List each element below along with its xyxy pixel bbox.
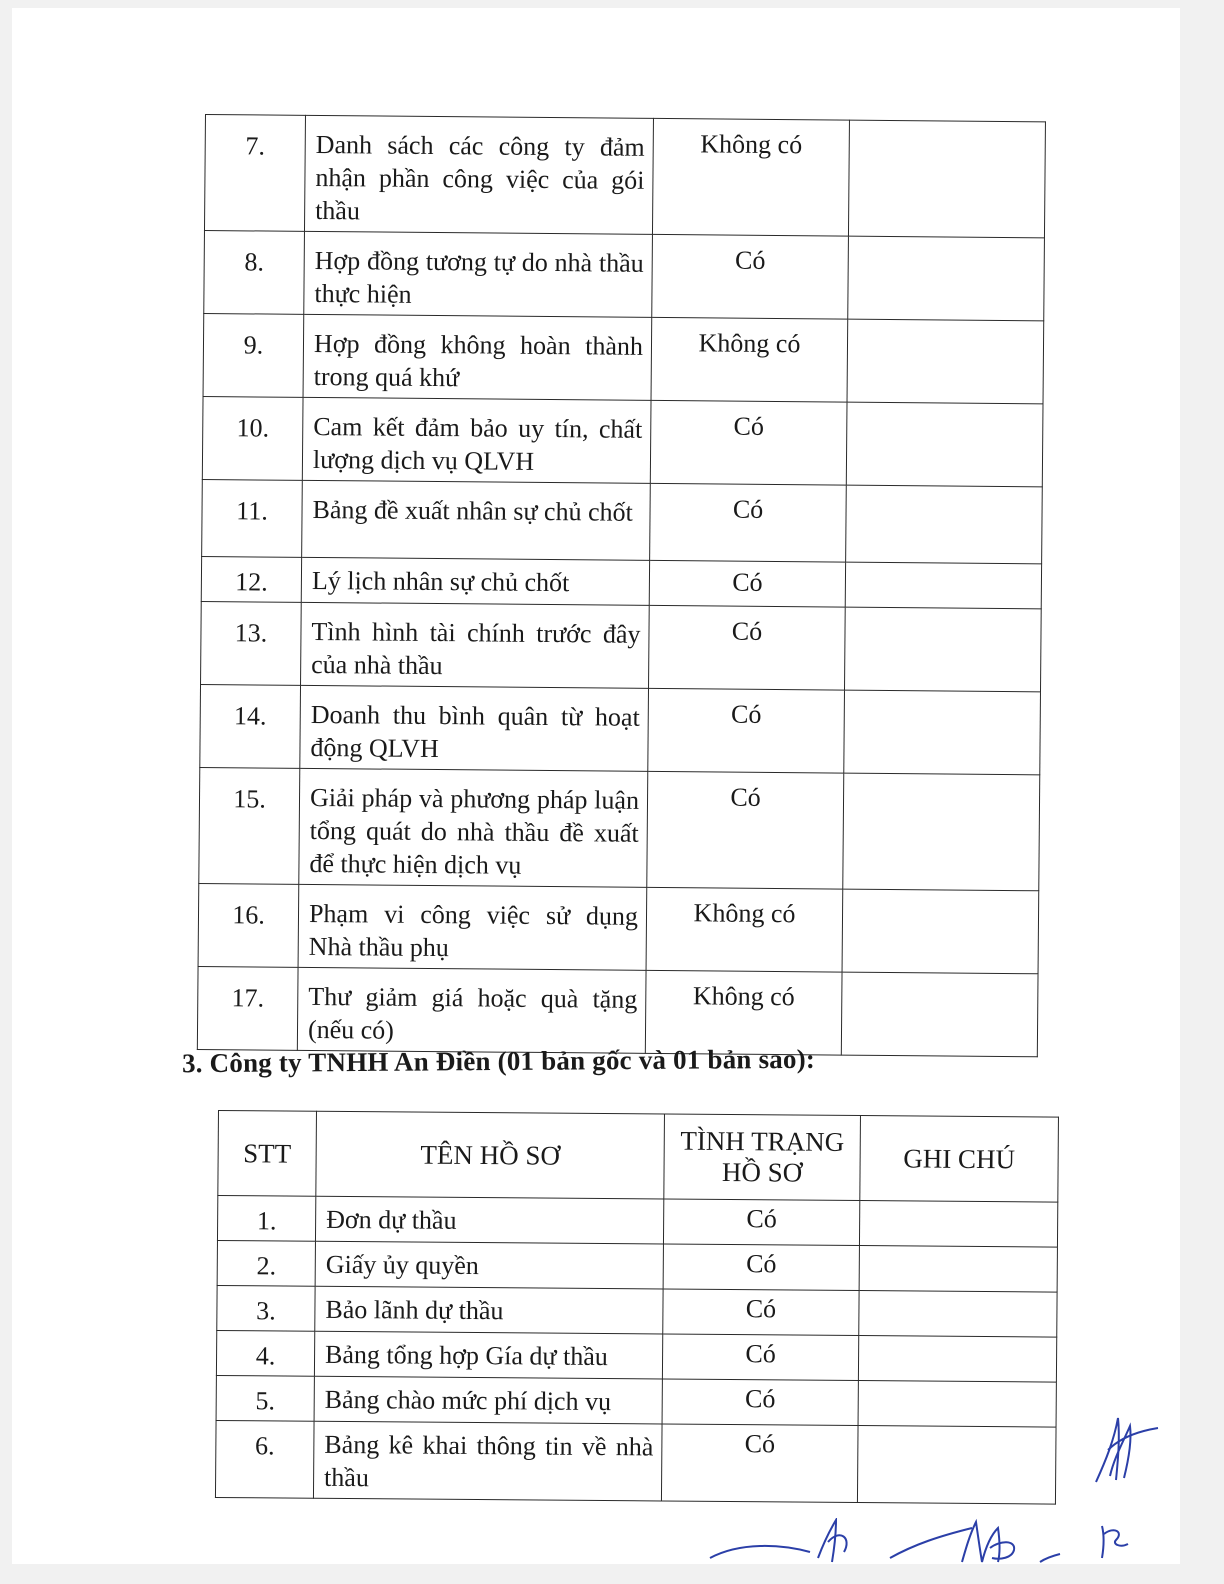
- document-name: Bảng kê khai thông tin về nhà thầu: [313, 1421, 662, 1501]
- row-number: 1.: [217, 1196, 315, 1242]
- bid-documents-table-continued: [197, 114, 1046, 1057]
- bottom-initials-signatures: [700, 1518, 1170, 1564]
- document-name: Phạm vi công việc sử dụng Nhà thầu phụ: [298, 884, 647, 970]
- document-note: [847, 319, 1044, 404]
- row-number: 9.: [203, 313, 304, 397]
- document-name: Doanh thu bình quân từ hoạt động QLVH: [300, 685, 649, 771]
- table-row: [217, 1285, 1057, 1337]
- row-number: 16.: [198, 883, 299, 967]
- section-3-heading: 3. Công ty TNHH An Điền (01 bản gốc và 01 bản sao):: [181, 1043, 816, 1079]
- document-status: Không có: [652, 118, 849, 236]
- row-number: 5.: [216, 1375, 314, 1421]
- table-row: [199, 767, 1040, 890]
- row-number: 3.: [217, 1285, 315, 1331]
- table-row: [202, 479, 1043, 563]
- table-row: [216, 1330, 1056, 1382]
- document-status: Có: [663, 1244, 859, 1291]
- document-name: Lý lịch nhân sự chủ chốt: [301, 557, 649, 605]
- document-note: [857, 1426, 1056, 1505]
- document-status: Có: [662, 1334, 858, 1381]
- row-number: 13.: [201, 601, 302, 685]
- document-name: Tình hình tài chính trước đây của nhà thầu: [301, 602, 650, 688]
- document-status: Có: [648, 688, 845, 773]
- table-row: [201, 601, 1042, 691]
- table-row: [204, 115, 1045, 238]
- document-note: [846, 402, 1043, 487]
- document-name: Bảng tổng hợp Gía dự thầu: [314, 1331, 662, 1379]
- document-name: Bảng đề xuất nhân sự chủ chốt: [302, 480, 651, 560]
- document-status: Có: [647, 771, 844, 889]
- document-status: Có: [662, 1379, 858, 1426]
- document-status: Có: [649, 560, 845, 607]
- document-name: Bảo lãnh dự thầu: [315, 1286, 663, 1334]
- table-row: [198, 883, 1039, 973]
- document-note: [858, 1381, 1056, 1428]
- document-name: Danh sách các công ty đảm nhận phần công việc của gói thầu: [304, 115, 653, 234]
- row-number: 11.: [202, 479, 303, 557]
- an-dien-bid-documents-table: [215, 1110, 1059, 1505]
- document-note: [848, 236, 1045, 321]
- table-header-row: [218, 1111, 1059, 1203]
- initials-signature-right: [1088, 1410, 1168, 1490]
- document-note: [842, 889, 1039, 974]
- table-row: [197, 966, 1038, 1056]
- table-row: [217, 1196, 1057, 1248]
- table-row: [216, 1375, 1056, 1427]
- document-note: [859, 1246, 1057, 1293]
- document-status: Có: [652, 234, 849, 319]
- document-status: Có: [649, 605, 846, 690]
- header-document-name: TÊN HỒ SƠ: [316, 1111, 665, 1199]
- document-note: [859, 1291, 1057, 1338]
- document-status: Có: [661, 1424, 858, 1503]
- table-row: [202, 396, 1043, 486]
- table-row: [217, 1240, 1057, 1292]
- document-note: [843, 773, 1040, 891]
- document-name: Bảng chào mức phí dịch vụ: [314, 1376, 662, 1424]
- document-status: Không có: [646, 887, 843, 972]
- row-number: 12.: [201, 556, 301, 602]
- document-status: Có: [650, 400, 847, 485]
- row-number: 15.: [199, 767, 300, 884]
- document-name: Cam kết đảm bảo uy tín, chất lượng dịch vụ QLVH: [302, 397, 651, 483]
- row-number: 4.: [216, 1330, 314, 1376]
- row-number: 17.: [197, 966, 298, 1050]
- table-row: [200, 684, 1041, 774]
- document-status: Có: [650, 483, 847, 562]
- document-status: Không có: [651, 317, 848, 402]
- document-note: [846, 485, 1043, 564]
- table-row: [215, 1420, 1056, 1504]
- document-status: Không có: [645, 970, 842, 1055]
- header-stt: STT: [218, 1111, 317, 1197]
- row-number: 8.: [204, 230, 305, 314]
- document-status: Có: [663, 1289, 859, 1336]
- table-row: [204, 230, 1045, 320]
- document-name: Giấy ủy quyền: [315, 1241, 663, 1289]
- header-document-status: TÌNH TRẠNG HỒ SƠ: [664, 1114, 861, 1201]
- row-number: 14.: [200, 684, 301, 768]
- document-name: Hợp đồng không hoàn thành trong quá khứ: [303, 314, 652, 400]
- document-name: Giải pháp và phương pháp luận tổng quát do nhà thầu đề xuất để thực hiện dịch vụ: [299, 768, 648, 887]
- document-status: Có: [663, 1199, 859, 1246]
- row-number: 7.: [204, 115, 305, 232]
- document-note: [841, 972, 1038, 1057]
- document-note: [858, 1336, 1056, 1383]
- document-name: Đơn dự thầu: [315, 1196, 663, 1244]
- document-note: [848, 120, 1045, 238]
- table-row: [201, 556, 1041, 608]
- document-note: [859, 1201, 1057, 1248]
- document-name: Hợp đồng tương tự do nhà thầu thực hiện: [304, 231, 653, 317]
- document-note: [845, 562, 1041, 609]
- header-note: GHI CHÚ: [860, 1116, 1059, 1203]
- row-number: 6.: [215, 1420, 314, 1498]
- table-row: [203, 313, 1044, 403]
- row-number: 10.: [202, 396, 303, 480]
- document-note: [844, 607, 1041, 692]
- document-note: [844, 690, 1041, 775]
- document-name: Thư giảm giá hoặc quà tặng (nếu có): [297, 967, 646, 1053]
- row-number: 2.: [217, 1240, 315, 1286]
